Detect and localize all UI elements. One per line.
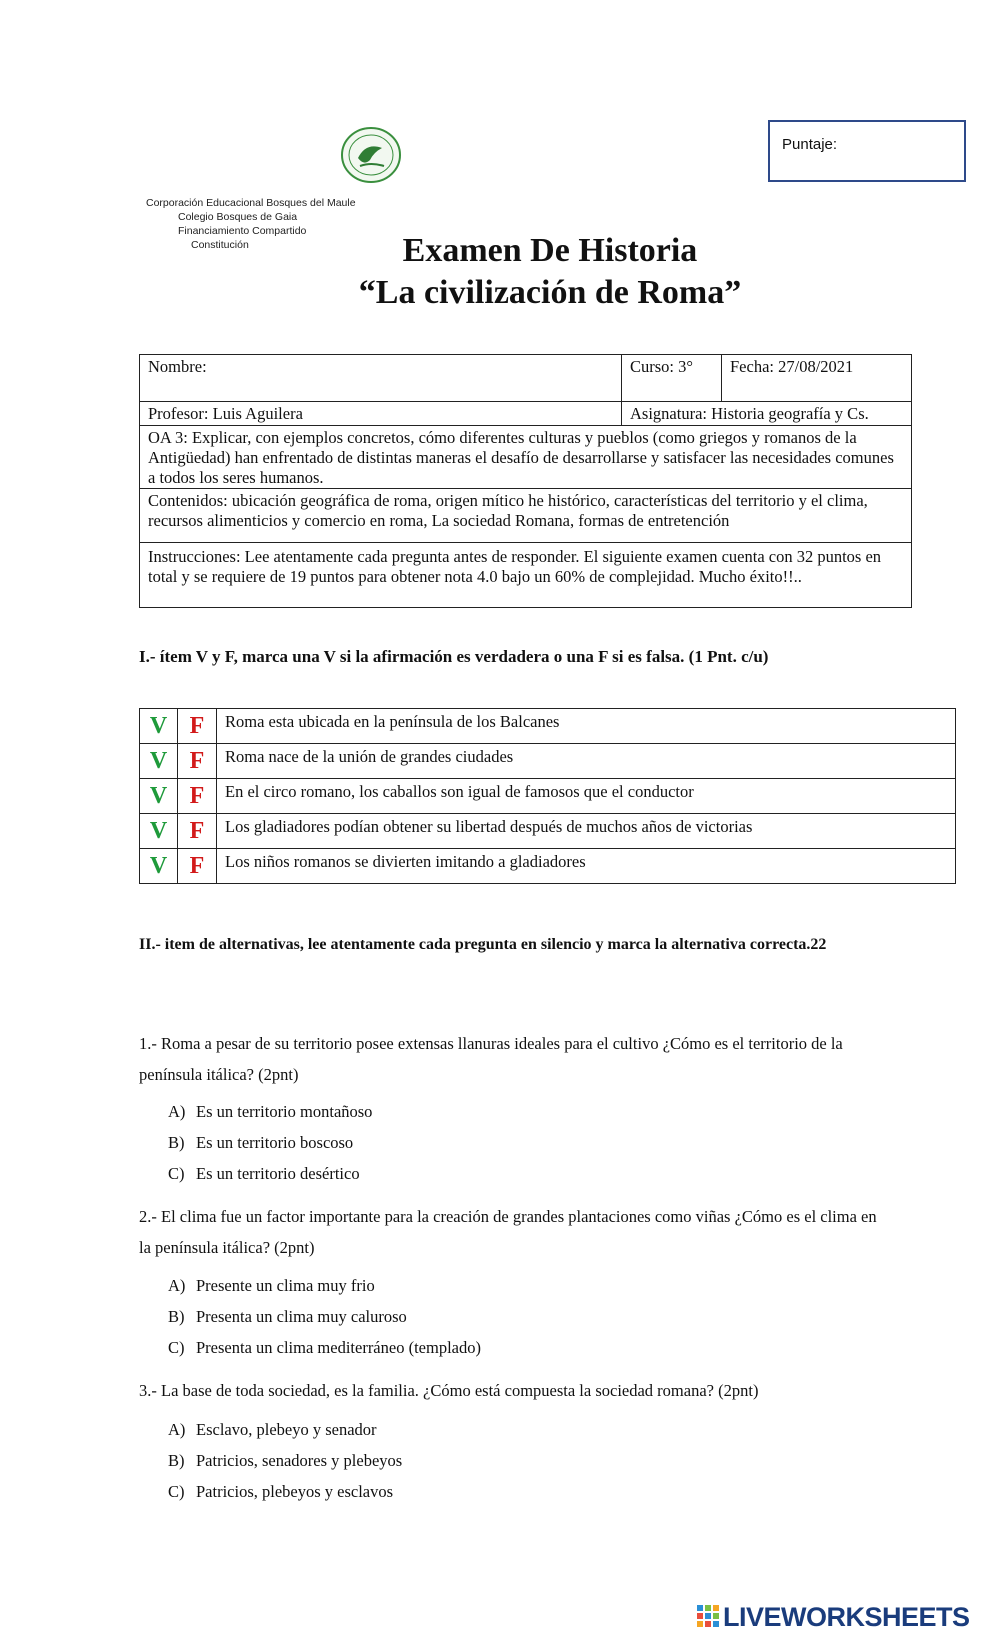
answer-option[interactable] (168, 1420, 377, 1440)
watermark-text: LIVEWORKSHEETS (723, 1601, 970, 1632)
statement-text: Los gladiadores podían obtener su libertad después de muchos años de victorias (217, 814, 956, 849)
objective-cell: OA 3: Explicar, con ejemplos concretos, cómo diferentes culturas y pueblos (como griegos y romanos de la Antigüedad) han enfrentado de distintas maneras el desafío de desarrollarse y satisfacer las necesidades comunes a todos los seres humanos. (148, 428, 894, 487)
question-3: 3.- La base de toda sociedad, es la familia. ¿Cómo está compuesta la sociedad romana? (2pnt) (139, 1381, 759, 1400)
table-row (140, 709, 956, 744)
answer-option[interactable] (168, 1307, 407, 1327)
option-text: Esclavo, plebeyo y senador (196, 1420, 377, 1439)
info-row (140, 489, 911, 543)
info-row (140, 543, 911, 607)
option-text: Es un territorio montañoso (196, 1102, 373, 1121)
option-letter: C) (168, 1482, 185, 1501)
statement-text: En el circo romano, los caballos son igual de famosos que el conductor (217, 779, 956, 814)
option-letter: A) (168, 1102, 186, 1121)
option-letter: A) (168, 1276, 186, 1295)
section-2-title: II.- item de alternativas, lee atentamente cada pregunta en silencio y marca la alternativa correcta.22 (139, 936, 827, 953)
score-box (768, 120, 966, 182)
option-letter: B) (168, 1133, 185, 1152)
school-line: Colegio Bosques de Gaia (178, 211, 298, 223)
false-option[interactable]: F (178, 849, 217, 884)
answer-option[interactable] (168, 1276, 375, 1296)
date-cell: Fecha: 27/08/2021 (730, 357, 854, 376)
page-title (250, 230, 850, 314)
info-row (140, 355, 911, 402)
statement-text: Roma esta ubicada en la península de los Balcanes (217, 709, 956, 744)
option-letter: C) (168, 1164, 185, 1183)
option-text: Presente un clima muy frio (196, 1276, 375, 1295)
option-letter: C) (168, 1338, 185, 1357)
statement-text: Roma nace de la unión de grandes ciudades (217, 744, 956, 779)
option-text: Presenta un clima mediterráneo (templado) (196, 1338, 481, 1357)
answer-option[interactable] (168, 1102, 372, 1122)
instructions-cell: Instrucciones: Lee atentamente cada pregunta antes de responder. El siguiente examen cuenta con 32 puntos en total y se requiere de 19 puntos para obtener nota 4.0 bajo un 60% de complejidad. Mucho éxito!!.. (148, 547, 882, 586)
option-text: Patricios, plebeyos y esclavos (196, 1482, 394, 1501)
true-option[interactable]: V (140, 849, 178, 884)
info-row (140, 402, 911, 426)
option-text: Es un territorio desértico (196, 1164, 360, 1183)
table-row (140, 744, 956, 779)
false-option[interactable]: F (178, 779, 217, 814)
school-logo-icon (340, 126, 402, 184)
school-line: Corporación Educacional Bosques del Maule (146, 197, 356, 209)
false-option[interactable]: F (178, 744, 217, 779)
table-row (140, 849, 956, 884)
table-row (140, 814, 956, 849)
statement-text: Los niños romanos se divierten imitando a gladiadores (217, 849, 956, 884)
section-1-title: I.- ítem V y F, marca una V si la afirmación es verdadera o una F si es falsa. (1 Pnt. c/u) (139, 647, 769, 666)
question-2: 2.- El clima fue un factor importante para la creación de grandes plantaciones como viñas ¿Cómo es el clima en la península itálica? (2pnt) (139, 1207, 877, 1257)
answer-option[interactable] (168, 1133, 353, 1153)
liveworksheets-watermark (697, 1602, 970, 1632)
info-table (139, 354, 912, 608)
title-line-2: “La civilización de Roma” (358, 274, 742, 311)
subject-cell: Asignatura: Historia geografía y Cs. (630, 404, 869, 423)
true-option[interactable]: V (140, 744, 178, 779)
teacher-cell: Profesor: Luis Aguilera (140, 402, 622, 425)
table-row (140, 779, 956, 814)
info-row (140, 426, 911, 489)
true-option[interactable]: V (140, 779, 178, 814)
course-cell: Curso: 3° (622, 355, 722, 401)
option-letter: B) (168, 1451, 185, 1470)
option-letter: A) (168, 1420, 186, 1439)
option-text: Es un territorio boscoso (196, 1133, 354, 1152)
question-1: 1.- Roma a pesar de su territorio posee extensas llanuras ideales para el cultivo ¿Cómo es el territorio de la península itálica? (2pnt) (139, 1034, 843, 1084)
score-label: Puntaje: (782, 136, 838, 153)
answer-option[interactable] (168, 1164, 360, 1184)
title-line-1: Examen De Historia (402, 232, 698, 269)
name-field[interactable]: Nombre: (140, 355, 622, 401)
answer-option[interactable] (168, 1482, 393, 1502)
answer-option[interactable] (168, 1451, 402, 1471)
true-option[interactable]: V (140, 709, 178, 744)
option-letter: B) (168, 1307, 185, 1326)
option-text: Patricios, senadores y plebeyos (196, 1451, 403, 1470)
option-text: Presenta un clima muy caluroso (196, 1307, 407, 1326)
liveworksheets-logo-icon (697, 1605, 719, 1629)
answer-option[interactable] (168, 1338, 481, 1358)
contents-cell: Contenidos: ubicación geográfica de roma, origen mítico he histórico, características del territorio y el clima, recursos alimenticios y comercio en roma, La sociedad Romana, formas de entretención (148, 491, 868, 530)
false-option[interactable]: F (178, 709, 217, 744)
false-option[interactable]: F (178, 814, 217, 849)
school-line: Financiamiento Compartido (178, 225, 307, 237)
true-option[interactable]: V (140, 814, 178, 849)
true-false-table (139, 708, 956, 884)
school-line: Constitución (191, 239, 249, 251)
